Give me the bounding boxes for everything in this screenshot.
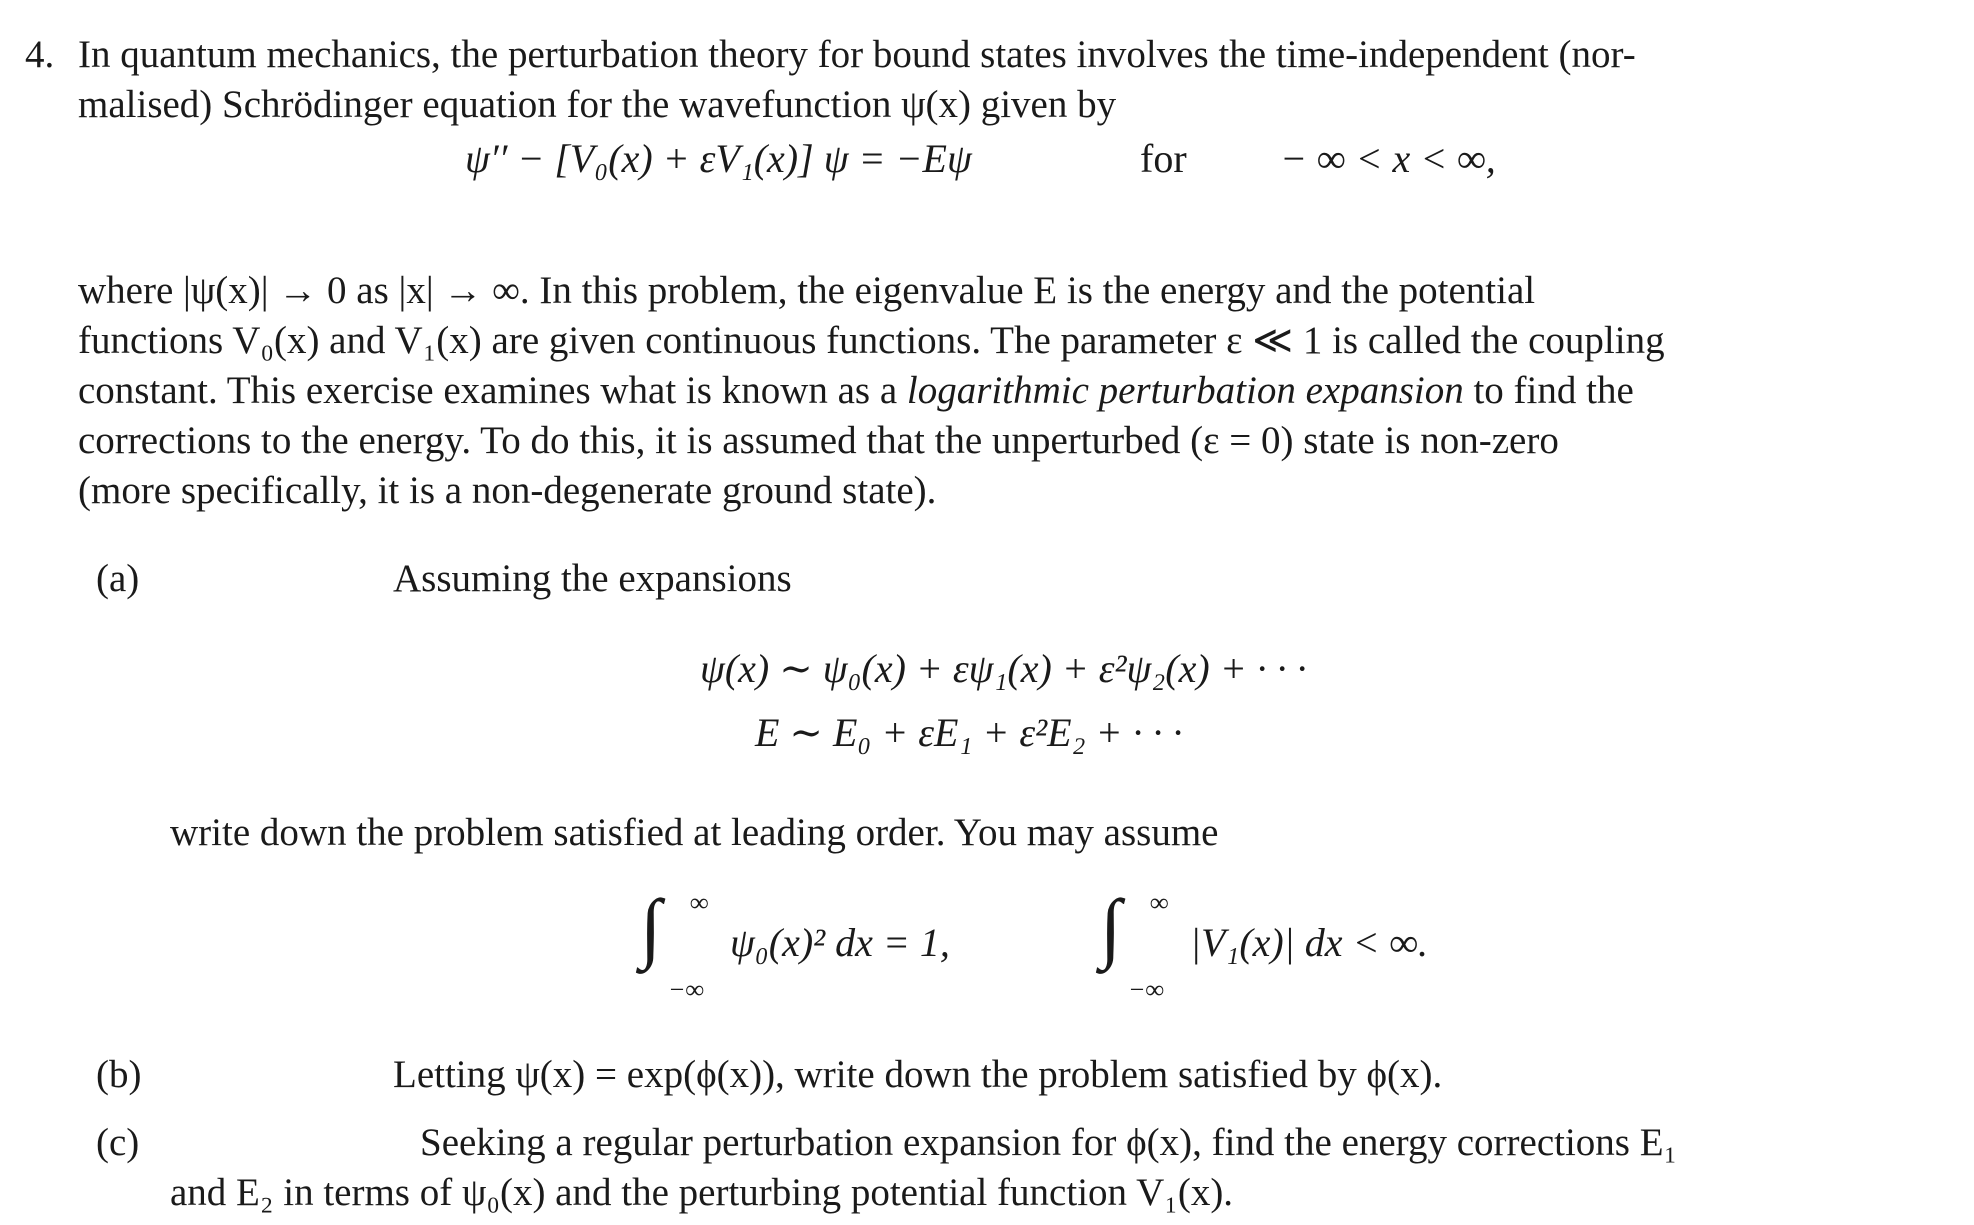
part-a-followup: write down the problem satisfied at leading order. You may assume bbox=[170, 811, 1219, 854]
question-number: 4. bbox=[25, 33, 55, 76]
part-b-text: Letting ψ(x) = exp(ϕ(x)), write down the problem satisfied by ϕ(x). bbox=[393, 1053, 1443, 1096]
part-a-text: Assuming the expansions bbox=[393, 557, 792, 600]
part-b-label: (b) bbox=[96, 1053, 142, 1096]
description-line-3-post: to find the bbox=[1463, 369, 1634, 412]
part-c-line-2: and E₂ in terms of ψ₀(x) and the perturbing potential function V₁(x). bbox=[170, 1171, 1234, 1214]
integral-2-body: |V₁(x)| dx < ∞. bbox=[1190, 920, 1428, 965]
intro-line-1: In quantum mechanics, the perturbation theory for bound states involves the time-independent (nor- bbox=[78, 33, 1636, 76]
integral-2-upper: ∞ bbox=[1150, 888, 1169, 917]
equation-for-word: for bbox=[1140, 136, 1187, 181]
integral-sign-2: ∫ bbox=[1100, 883, 1122, 970]
part-a-label: (a) bbox=[96, 557, 140, 600]
description-line-3 bbox=[78, 366, 1954, 416]
description-line-5: (more specifically, it is a non-degenerate ground state). bbox=[78, 469, 937, 512]
equation-domain: − ∞ < x < ∞, bbox=[1280, 136, 1496, 181]
integral-sign-1: ∫ bbox=[640, 883, 662, 970]
psi-expansion: ψ(x) ∼ ψ₀(x) + εψ₁(x) + ε²ψ₂(x) + · · · bbox=[700, 646, 1307, 691]
description-emphasis: logarithmic perturbation expansion bbox=[906, 369, 1464, 412]
description-line-1: where |ψ(x)| → 0 as |x| → ∞. In this problem, the eigenvalue E is the energy and the potential bbox=[78, 269, 1536, 312]
integral-2-lower: −∞ bbox=[1128, 975, 1165, 1004]
energy-expansion: E ∼ E₀ + εE₁ + ε²E₂ + · · · bbox=[755, 710, 1183, 755]
part-c-label: (c) bbox=[96, 1121, 140, 1164]
integral-1-upper: ∞ bbox=[690, 888, 709, 917]
intro-line-2: malised) Schrödinger equation for the wavefunction ψ(x) given by bbox=[78, 83, 1117, 126]
part-c-line-1: Seeking a regular perturbation expansion for ϕ(x), find the energy corrections E₁ bbox=[420, 1121, 1678, 1164]
schrodinger-equation: ψ′′ − [V₀(x) + εV₁(x)] ψ = −Eψ bbox=[465, 136, 972, 181]
integral-1-body: ψ₀(x)² dx = 1, bbox=[730, 920, 950, 965]
integral-1-lower: −∞ bbox=[668, 975, 705, 1004]
description-line-4: corrections to the energy. To do this, it is assumed that the unperturbed (ε = 0) state is non-zero bbox=[78, 419, 1559, 462]
description-line-3-pre: constant. This exercise examines what is known as a bbox=[78, 369, 907, 412]
description-line-2: functions V₀(x) and V₁(x) are given continuous functions. The parameter ε ≪ 1 is called the coupling bbox=[78, 319, 1665, 362]
